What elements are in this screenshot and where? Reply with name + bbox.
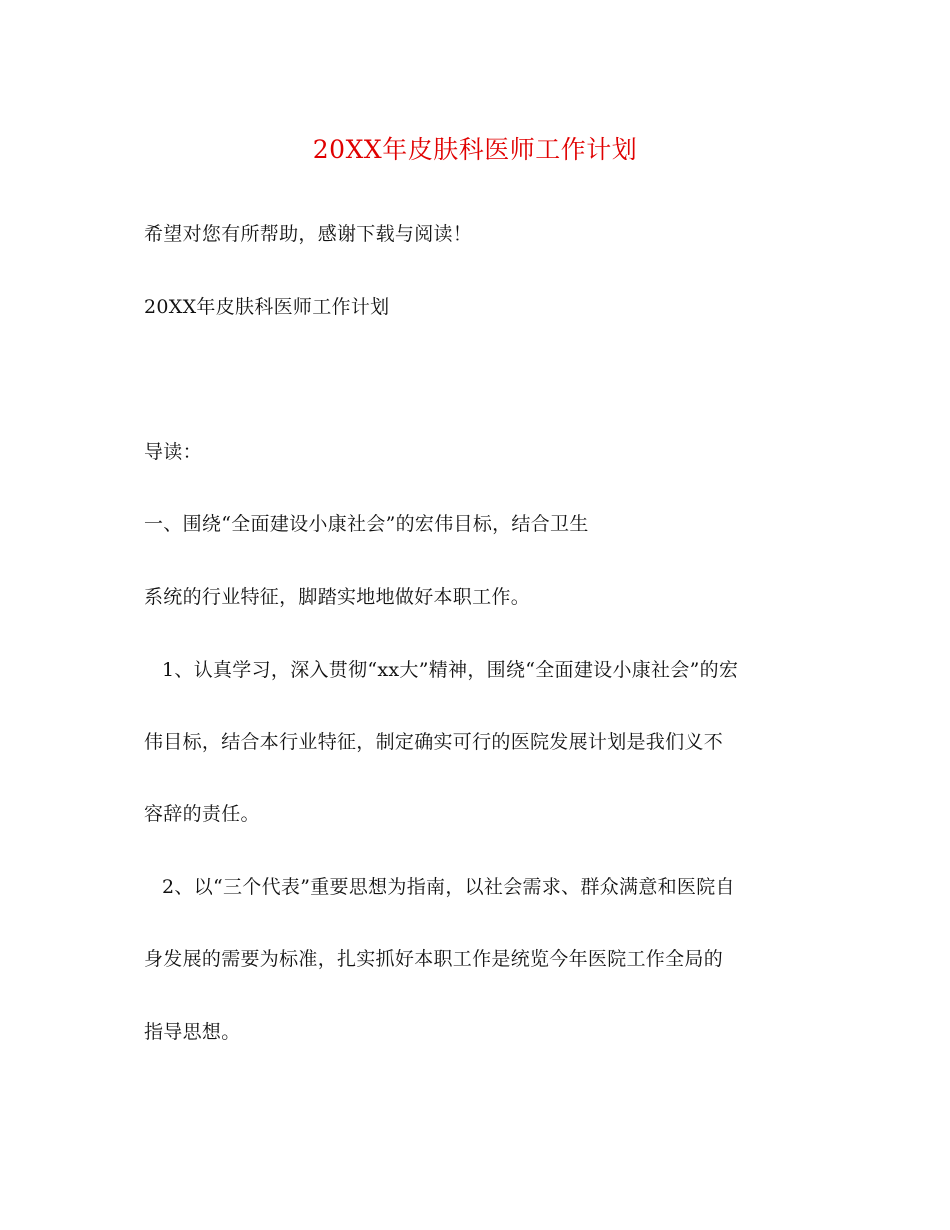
paragraph-line: 容辞的责任。 [144, 803, 260, 825]
paragraph-line: 2、以“三个代表”重要思想为指南，以社会需求、群众满意和医院自 [162, 876, 735, 898]
paragraph-line: 系统的行业特征，脚踏实地地做好本职工作。 [144, 586, 531, 608]
paragraph-line: 身发展的需要为标准，扎实抓好本职工作是统览今年医院工作全局的 [144, 948, 724, 970]
document-title: 20XX年皮肤科医师工作计划 [312, 135, 638, 164]
paragraph-line: 1、认真学习，深入贯彻“xx大”精神，围绕“全面建设小康社会”的宏 [162, 659, 739, 681]
paragraph-line: 一、围绕“全面建设小康社会”的宏伟目标，结合卫生 [144, 513, 589, 535]
paragraph-line: 伟目标，结合本行业特征，制定确实可行的医院发展计划是我们义不 [144, 731, 724, 753]
guide-heading: 导读： [144, 441, 202, 463]
paragraph-line: 指导思想。 [144, 1021, 241, 1043]
intro-line: 希望对您有所帮助，感谢下载与阅读！ [144, 223, 473, 245]
subtitle-line: 20XX年皮肤科医师工作计划 [144, 296, 390, 318]
